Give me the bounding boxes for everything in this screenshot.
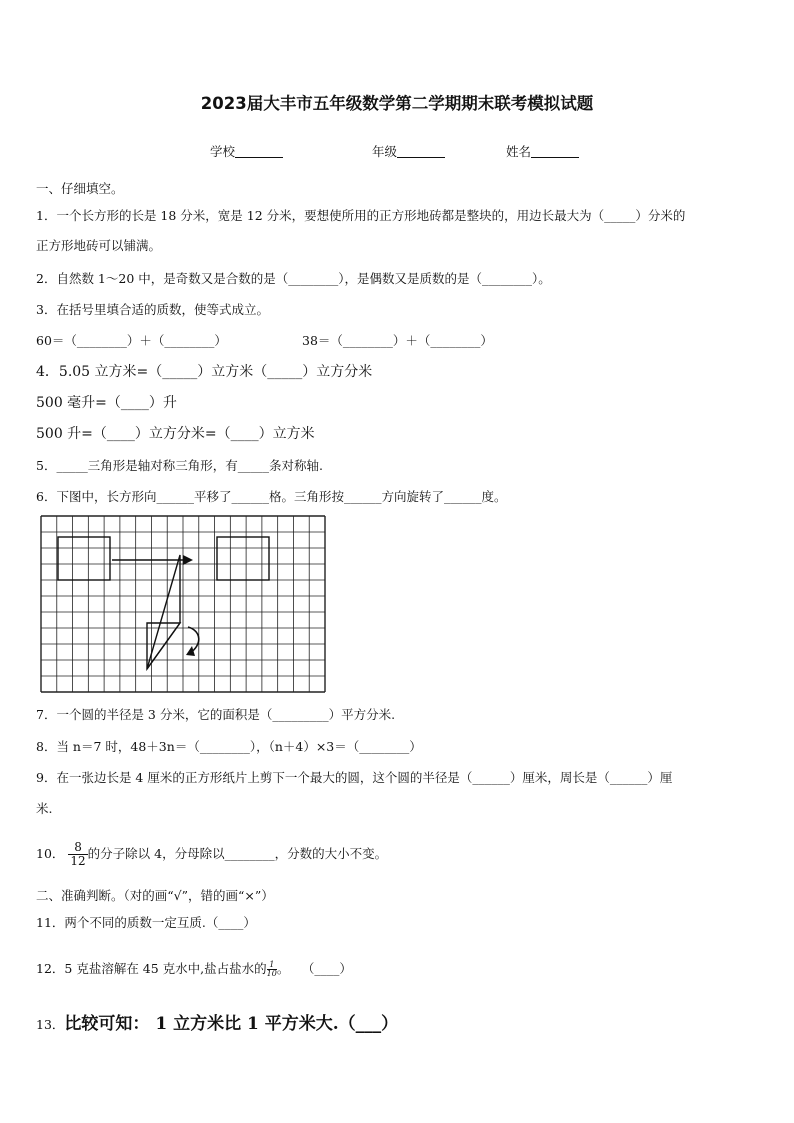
fraction-denominator: 12: [70, 854, 86, 868]
question-6: 6．下图中，长方形向______平移了______格。三角形按______方向旋转了______度。: [36, 489, 507, 504]
question-9-line-2: 米.: [36, 801, 53, 816]
question-13: [36, 1014, 398, 1035]
fraction-8-12: [68, 841, 87, 868]
fraction-denominator: 10: [266, 969, 277, 978]
question-3: 3．在括号里填合适的质数，使等式成立。: [36, 302, 269, 317]
name-blank[interactable]: [531, 144, 579, 158]
question-8: 8．当 n＝7 时，48＋3n＝（________），（n＋4）×3＝（________）: [36, 739, 422, 754]
question-12-answer: 。 （____）: [276, 961, 352, 976]
question-3-equation-a: 60＝（________）＋（________）: [36, 333, 227, 348]
question-1-line-2: 正方形地砖可以铺满。: [36, 238, 162, 253]
page-title: 2023届大丰市五年级数学第二学期期末联考模拟试题: [200, 94, 594, 113]
grid-figure-svg: [40, 515, 326, 693]
question-12-text: 12．5 克盐溶解在 45 克水中,盐占盐水的: [36, 961, 267, 976]
question-10: [36, 841, 387, 868]
question-4-line-1: 4．5.05 立方米=（_____）立方米（_____）立方分米: [36, 364, 373, 380]
question-9-line-1: 9．在一张边长是 4 厘米的正方形纸片上剪下一个最大的圆，这个圆的半径是（______）厘米，周长是（______）厘: [36, 770, 673, 785]
grade-label: 年级: [372, 144, 398, 159]
question-2: 2．自然数 1～20 中，是奇数又是合数的是（________），是偶数又是质数的是（________）。: [36, 271, 551, 286]
fraction-numerator: 1: [267, 961, 277, 970]
grade-field[interactable]: [372, 142, 445, 160]
original-rectangle: [58, 537, 110, 580]
question-13-number: 13．: [36, 1017, 65, 1032]
section-1-heading: 一、仔细填空。: [36, 181, 124, 196]
translated-rectangle: [217, 537, 269, 580]
translation-arrow-head: [183, 555, 193, 565]
fraction-1-10: [267, 961, 277, 978]
fraction-numerator: 8: [68, 841, 87, 855]
grade-blank[interactable]: [397, 144, 445, 158]
question-1-line-1: 1．一个长方形的长是 18 分米，宽是 12 分米，要想使所用的正方形地砖都是整块的，用边长最大为（_____）分米的: [36, 208, 686, 223]
translation-rotation-figure: [40, 515, 326, 697]
question-4-line-2: 500 毫升=（____）升: [36, 395, 177, 411]
question-10-number: 10．: [36, 846, 65, 861]
school-blank[interactable]: [235, 144, 283, 158]
school-label: 学校: [210, 144, 236, 159]
question-4-line-3: 500 升=（____）立方分米=（____）立方米: [36, 426, 315, 442]
question-7: 7．一个圆的半径是 3 分米，它的面积是（_________）平方分米.: [36, 707, 396, 722]
question-11: 11．两个不同的质数一定互质.（____）: [36, 915, 256, 930]
name-label: 姓名: [506, 144, 532, 159]
school-field[interactable]: [210, 142, 283, 160]
rotation-arrow-curve: [188, 627, 199, 653]
question-3-equation-b: 38＝（________）＋（________）: [302, 333, 493, 348]
name-field[interactable]: [506, 142, 579, 160]
question-12: [36, 961, 352, 978]
question-5: 5．_____三角形是轴对称三角形，有_____条对称轴.: [36, 458, 323, 473]
question-13-text: 比较可知： 1 立方米比 1 平方米大.（___）: [64, 1014, 399, 1034]
question-10-text: 的分子除以 4，分母除以________，分数的大小不变。: [87, 846, 388, 861]
section-2-heading: 二、准确判断。（对的画“√”，错的画“×”）: [36, 888, 274, 903]
